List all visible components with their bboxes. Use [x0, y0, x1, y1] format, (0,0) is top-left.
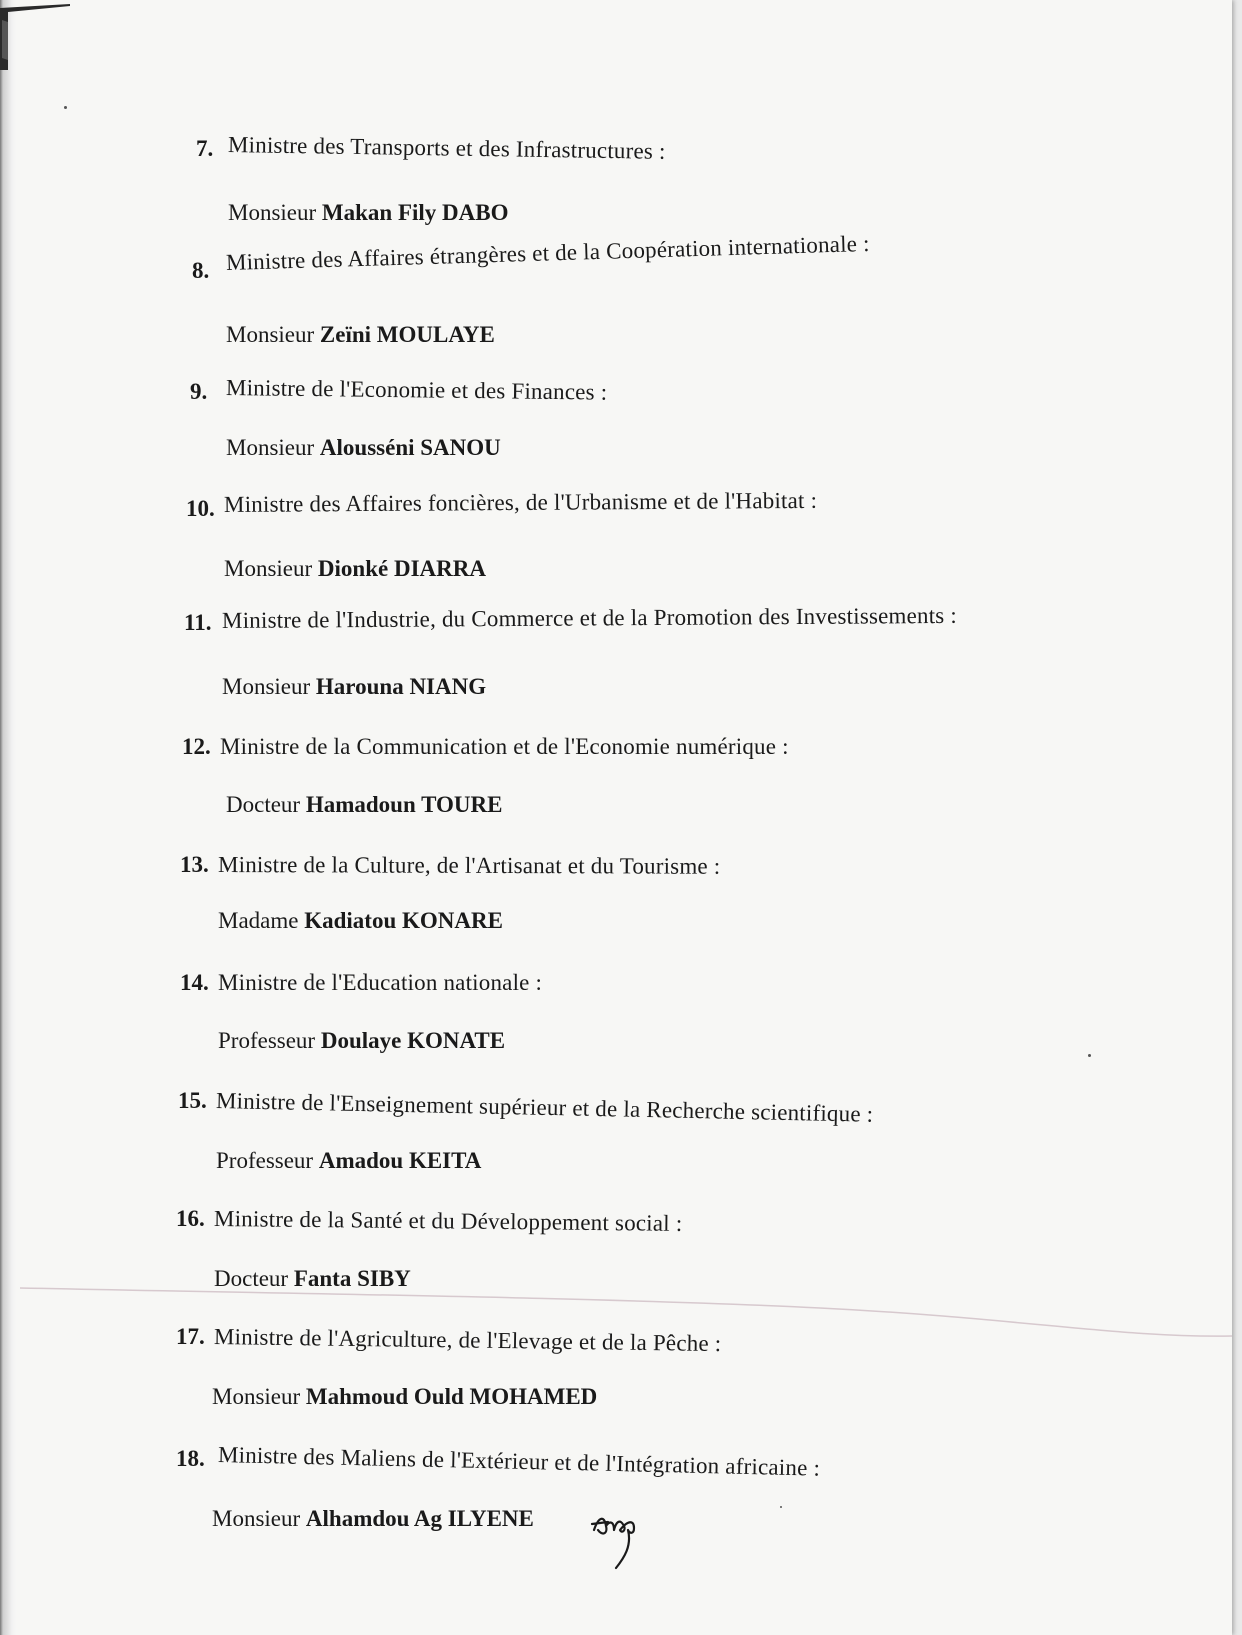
minister-name: Dionké DIARRA [317, 556, 486, 581]
list-item [0, 487, 1232, 612]
minister-name: Amadou KEITA [318, 1148, 482, 1173]
item-number: 18. [176, 1446, 205, 1471]
ministry-title: Ministre de l'Enseignement supérieur et de la Recherche scientifique : [215, 1088, 874, 1127]
minister-holder [218, 908, 503, 934]
item-number: 8. [192, 258, 210, 283]
minister-name: Alhamdou Ag ILYENE [305, 1506, 534, 1531]
minister-holder [212, 1384, 597, 1410]
honorific: Docteur [226, 792, 306, 817]
minister-name: Harouna NIANG [315, 674, 487, 699]
list-item [0, 602, 1232, 728]
minister-holder [224, 556, 486, 582]
minister-name: Fanta SIBY [293, 1266, 411, 1291]
item-number: 16. [176, 1206, 205, 1231]
honorific: Professeur [218, 1028, 321, 1053]
honorific: Monsieur [226, 435, 320, 460]
list-item [0, 132, 1232, 252]
honorific: Docteur [214, 1266, 294, 1291]
scan-speck [64, 106, 67, 109]
honorific: Monsieur [212, 1384, 306, 1409]
item-number: 10. [186, 496, 215, 521]
scan-corner-artifact [0, 0, 80, 70]
item-number: 9. [190, 379, 208, 404]
minister-name: Kadiatou KONARE [304, 908, 503, 933]
ministry-title: Ministre de la Culture, de l'Artisanat et du Tourisme : [217, 852, 721, 879]
ministry-title: Ministre de l'Education nationale : [218, 970, 543, 995]
minister-name: Hamadoun TOURE [305, 792, 503, 817]
honorific: Monsieur [212, 1506, 306, 1531]
minister-name: Alousséni SANOU [319, 435, 501, 460]
item-number: 12. [182, 734, 211, 759]
ministry-title: Ministre de l'Agriculture, de l'Elevage et de la Pêche : [213, 1324, 722, 1357]
list-item [0, 1088, 1232, 1208]
item-number: 17. [176, 1324, 205, 1349]
minister-holder [226, 435, 501, 461]
ministry-title: Ministre des Affaires étrangères et de la Coopération internationale : [225, 230, 871, 275]
list-item [0, 734, 1232, 854]
list-item [0, 970, 1232, 1090]
minister-name: Zeïni MOULAYE [319, 322, 495, 347]
minister-holder [226, 792, 502, 818]
minister-name: Doulaye KONATE [320, 1028, 506, 1053]
ministry-title: Ministre de l'Industrie, du Commerce et de la Promotion des Investissements : [221, 602, 958, 633]
ministry-title: Ministre de l'Economie et des Finances : [225, 375, 608, 405]
honorific: Monsieur [226, 322, 320, 347]
minister-holder [212, 1506, 534, 1532]
item-number: 11. [184, 610, 212, 635]
list-item [0, 852, 1232, 972]
honorific: Madame [218, 908, 305, 933]
minister-name: Makan Fily DABO [321, 200, 509, 225]
ministry-title: Ministre de la Santé et du Développement social : [213, 1206, 683, 1236]
item-number: 15. [178, 1088, 207, 1113]
scan-speck [1088, 1054, 1091, 1057]
honorific: Monsieur [224, 556, 318, 581]
list-item [0, 375, 1232, 495]
ministry-title: Ministre des Affaires foncières, de l'Urbanisme et de l'Habitat : [223, 487, 818, 517]
scan-speck [780, 1506, 782, 1508]
minister-holder [216, 1148, 481, 1174]
item-number: 13. [180, 852, 209, 877]
ministry-title: Ministre des Maliens de l'Extérieur et de l'Intégration africaine : [217, 1442, 821, 1481]
item-number: 14. [180, 970, 209, 995]
minister-holder [228, 200, 509, 226]
minister-name: Mahmoud Ould MOHAMED [305, 1384, 598, 1409]
honorific: Monsieur [222, 674, 316, 699]
minister-holder [218, 1028, 505, 1054]
ministry-title: Ministre de la Communication et de l'Economie numérique : [220, 734, 789, 759]
item-number: 7. [196, 136, 214, 161]
honorific: Monsieur [228, 200, 322, 225]
handwritten-initials [588, 1500, 668, 1572]
list-item [0, 230, 1232, 370]
honorific: Professeur [216, 1148, 319, 1173]
minister-holder [222, 674, 486, 700]
ministry-title: Ministre des Transports et des Infrastructures : [227, 132, 666, 164]
minister-holder [226, 322, 495, 348]
paper-fold-line [20, 1268, 1232, 1348]
